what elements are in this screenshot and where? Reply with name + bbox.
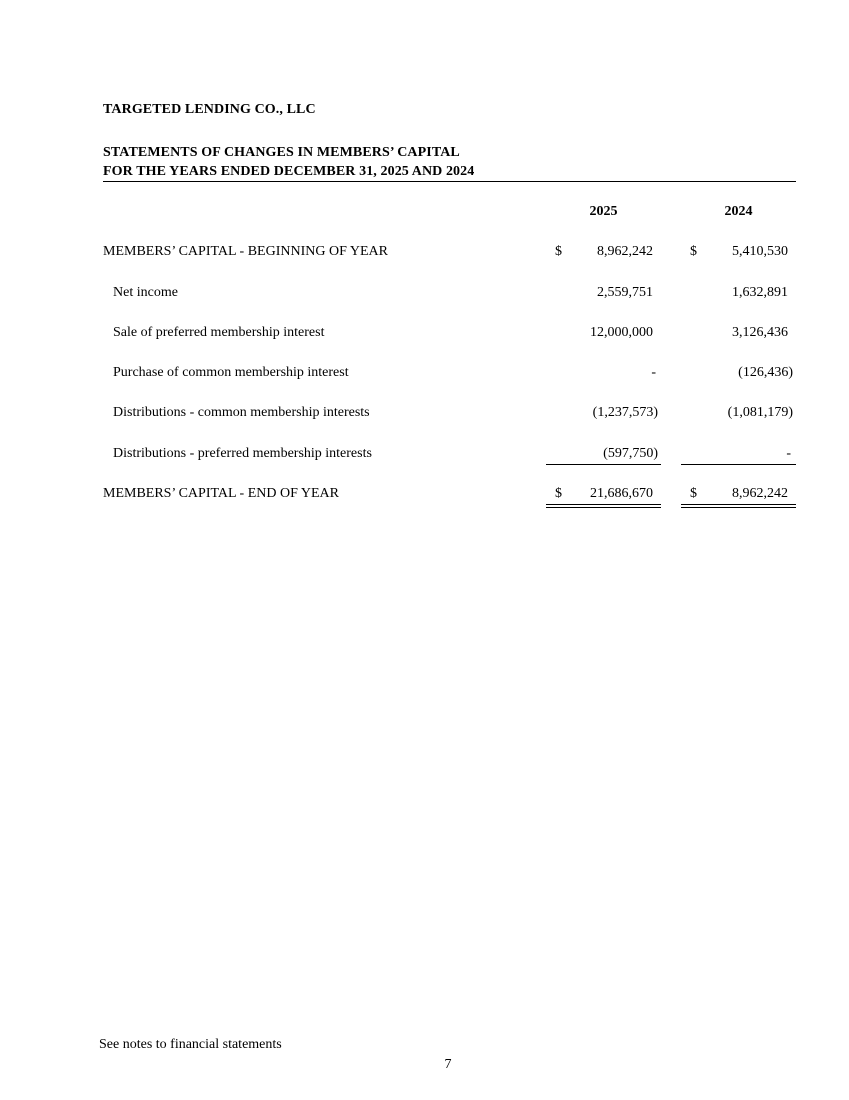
row-label: Sale of preferred membership interest xyxy=(113,325,325,340)
amount: 5,410,530 xyxy=(732,244,788,259)
amount: (597,750) xyxy=(603,446,658,461)
cell-2024 xyxy=(681,405,796,425)
amount: 21,686,670 xyxy=(590,486,653,501)
column-header-2025: 2025 xyxy=(589,204,618,219)
company-name: TARGETED LENDING CO., LLC xyxy=(103,102,316,117)
amount: 2,559,751 xyxy=(597,285,653,300)
amount: 1,632,891 xyxy=(732,285,788,300)
row-label: MEMBERS’ CAPITAL - BEGINNING OF YEAR xyxy=(103,244,388,259)
cell-2025 xyxy=(546,405,661,425)
cell-2024 xyxy=(681,446,796,466)
page-number: 7 xyxy=(444,1057,452,1072)
amount: - xyxy=(786,446,791,461)
cell-2025 xyxy=(546,285,661,305)
dollar-sign: $ xyxy=(690,486,697,501)
dollar-sign: $ xyxy=(555,244,562,259)
cell-2024 xyxy=(681,244,796,264)
statement-title: STATEMENTS OF CHANGES IN MEMBERS’ CAPITAL xyxy=(103,145,460,160)
row-label: Distributions - preferred membership interests xyxy=(113,446,372,461)
cell-2024 xyxy=(681,365,796,385)
total-double-rule-2024 xyxy=(681,504,796,508)
row-label: MEMBERS’ CAPITAL - END OF YEAR xyxy=(103,486,339,501)
row-purchase-common xyxy=(0,365,849,387)
cell-2025 xyxy=(546,325,661,345)
footnote: See notes to financial statements xyxy=(99,1037,282,1052)
amount: 3,126,436 xyxy=(732,325,788,340)
row-sale-preferred xyxy=(0,325,849,347)
amount: (126,436) xyxy=(738,365,793,380)
amount: 12,000,000 xyxy=(590,325,653,340)
cell-2024 xyxy=(681,325,796,345)
subtotal-rule-2024 xyxy=(681,464,796,465)
amount: 8,962,242 xyxy=(732,486,788,501)
amount: (1,081,179) xyxy=(727,405,793,420)
subtotal-rule-2025 xyxy=(546,464,661,465)
statement-heading xyxy=(103,143,796,182)
cell-2025 xyxy=(546,244,661,264)
cell-2025 xyxy=(546,486,661,506)
amount: 8,962,242 xyxy=(597,244,653,259)
cell-2024 xyxy=(681,285,796,305)
row-distributions-common xyxy=(0,405,849,427)
cell-2025 xyxy=(546,365,661,385)
row-label: Purchase of common membership interest xyxy=(113,365,349,380)
column-header-2024: 2024 xyxy=(724,204,753,219)
cell-2025 xyxy=(546,446,661,466)
total-double-rule-2025 xyxy=(546,504,661,508)
row-label: Net income xyxy=(113,285,178,300)
dollar-sign: $ xyxy=(690,244,697,259)
statement-period: FOR THE YEARS ENDED DECEMBER 31, 2025 AND 2024 xyxy=(103,164,475,179)
amount: - xyxy=(651,365,656,380)
row-net-income xyxy=(0,285,849,307)
row-label: Distributions - common membership interests xyxy=(113,405,370,420)
cell-2024 xyxy=(681,486,796,506)
row-beginning-capital xyxy=(0,244,849,266)
amount: (1,237,573) xyxy=(592,405,658,420)
dollar-sign: $ xyxy=(555,486,562,501)
